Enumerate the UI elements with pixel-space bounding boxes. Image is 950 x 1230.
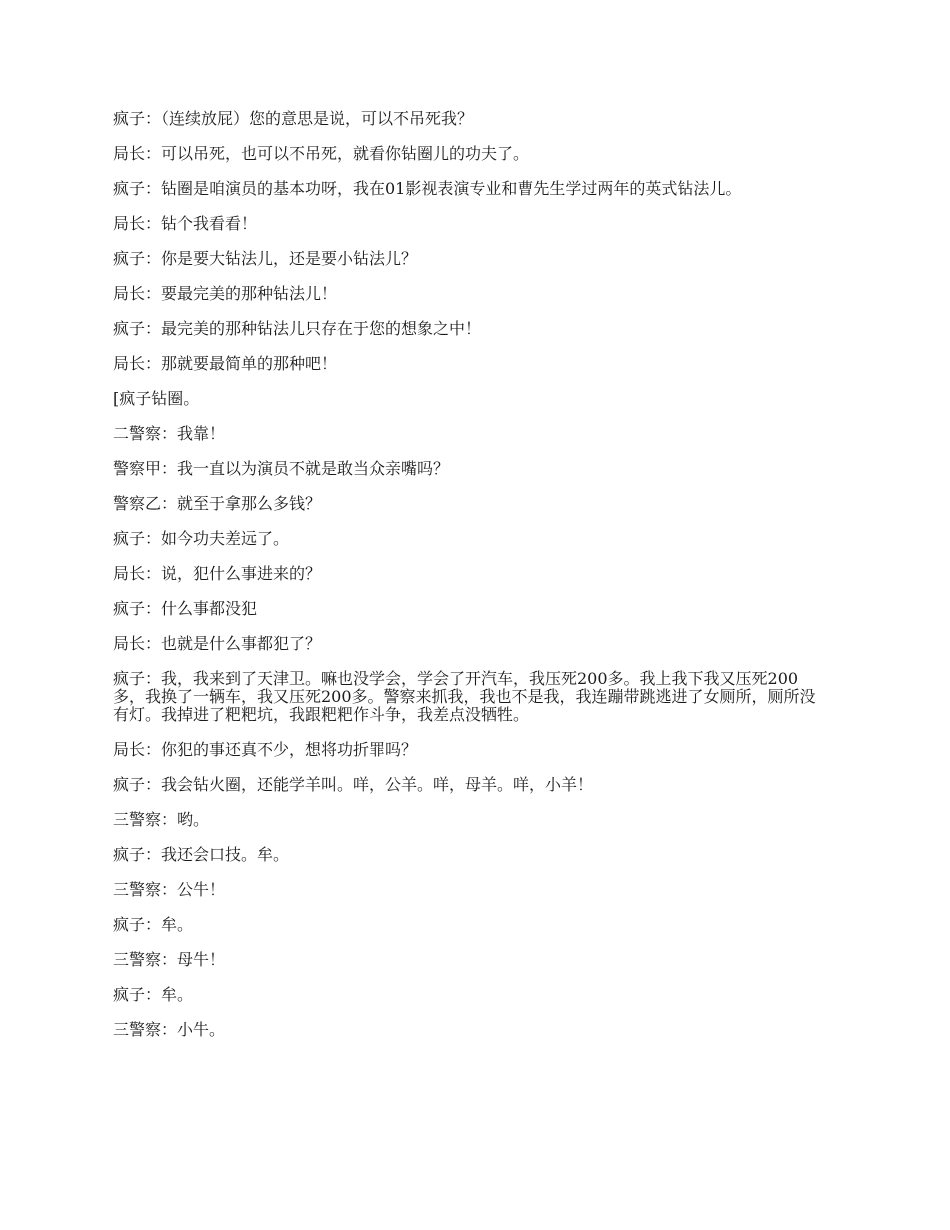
dialogue-line: 疯子：你是要大钻法儿，还是要小钻法儿？	[113, 249, 418, 268]
dialogue-line: 疯子：我会钻火圈，还能学羊叫。咩，公羊。咩，母羊。咩，小羊！	[113, 775, 594, 794]
dialogue-line: 局长：也就是什么事都犯了？	[113, 634, 322, 653]
dialogue-line: 警察乙：就至于拿那么多钱？	[113, 494, 322, 513]
dialogue-line: 疯子：我还会口技。牟。	[113, 845, 290, 864]
stage-direction: [疯子钻圈。	[113, 389, 200, 408]
dialogue-line: 疯子：（连续放屁）您的意思是说，可以不吊死我？	[113, 109, 474, 128]
dialogue-line: 疯子：牟。	[113, 915, 194, 934]
dialogue-line: 三警察：公牛！	[113, 880, 226, 899]
dialogue-line: 疯子：什么事都没犯	[113, 599, 258, 618]
dialogue-line: 疯子：牟。	[113, 985, 194, 1004]
dialogue-line: 疯子：我，我来到了天津卫。嘛也没学会，学会了开汽车，我压死200多。我上我下我又压死200多，我换了一辆车，我又压死200多。警察来抓我，我也不是我，我连蹦带跳逃进了女厕所，厕所没有灯。我掉进了粑粑坑，我跟粑粑作斗争，我差点没牺牲。	[113, 669, 816, 724]
dialogue-line: 疯子：钻圈是咱演员的基本功呀，我在01影视表演专业和曹先生学过两年的英式钻法儿。	[113, 179, 742, 198]
dialogue-line: 局长：你犯的事还真不少，想将功折罪吗？	[113, 740, 418, 759]
dialogue-line: 三警察：小牛。	[113, 1020, 226, 1039]
dialogue-line: 局长：说，犯什么事进来的？	[113, 564, 322, 583]
dialogue-line: 疯子：如今功夫差远了。	[113, 529, 290, 548]
dialogue-line: 局长：钻个我看看！	[113, 214, 258, 233]
dialogue-line: 警察甲：我一直以为演员不就是敢当众亲嘴吗？	[113, 459, 450, 478]
script-text	[113, 110, 825, 1056]
dialogue-line: 疯子：最完美的那种钻法儿只存在于您的想象之中！	[113, 319, 482, 338]
dialogue-line: 二警察：我靠！	[113, 424, 226, 443]
dialogue-line: 局长：那就要最简单的那种吧！	[113, 354, 338, 373]
dialogue-line: 局长：可以吊死，也可以不吊死，就看你钻圈儿的功夫了。	[113, 144, 530, 163]
dialogue-line: 三警察：哟。	[113, 810, 210, 829]
dialogue-line: 三警察：母牛！	[113, 950, 226, 969]
dialogue-line: 局长：要最完美的那种钻法儿！	[113, 284, 338, 303]
